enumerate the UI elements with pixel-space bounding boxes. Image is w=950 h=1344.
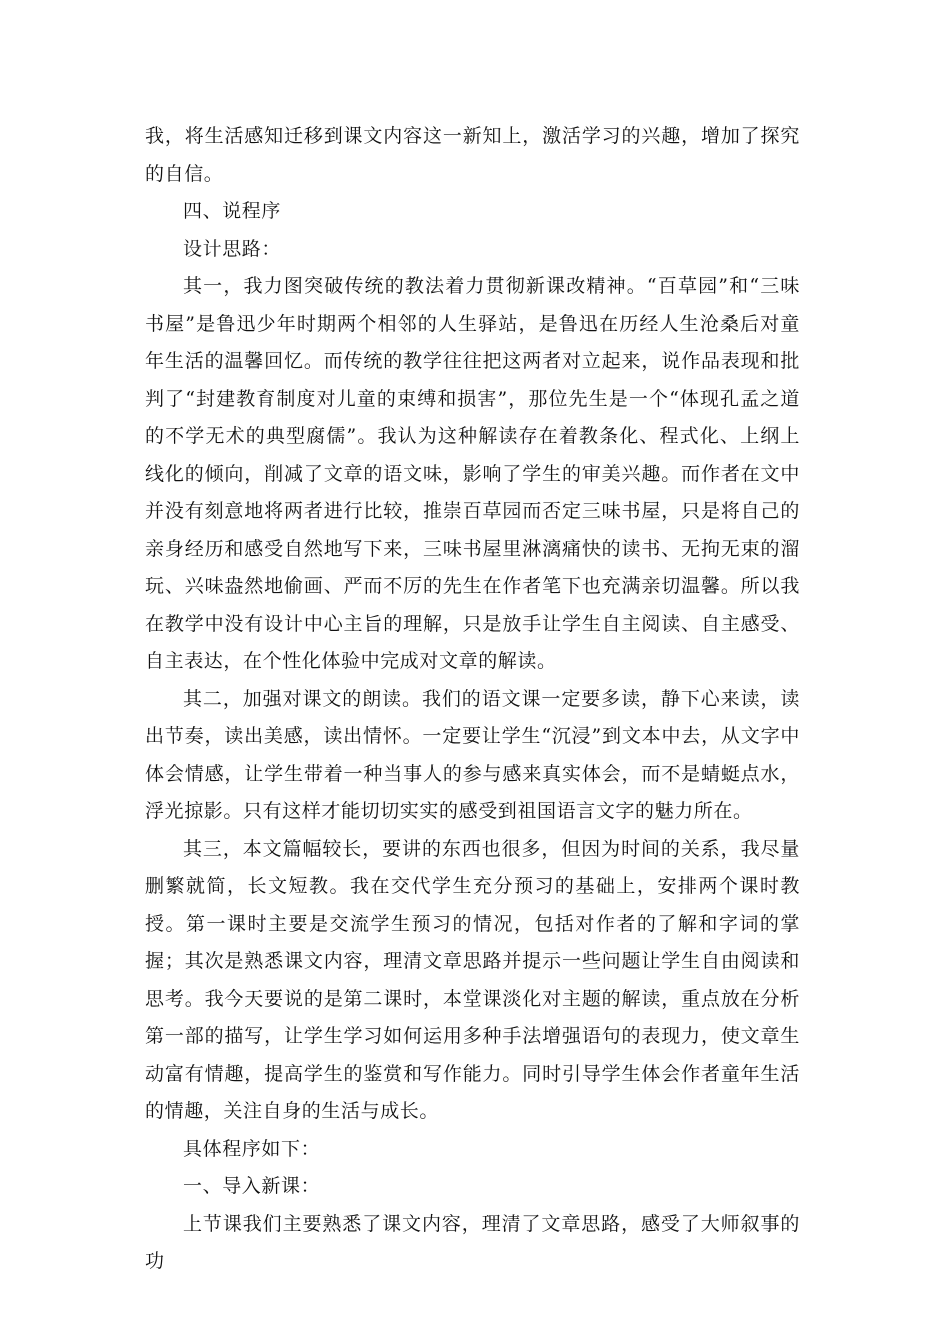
paragraph-continuation: 我，将生活感知迁移到课文内容这一新知上，激活学习的兴趣，增加了探究的自信。: [145, 125, 800, 185]
document-body: [145, 118, 800, 1281]
paragraph-second-point: 其二，加强对课文的朗读。我们的语文课一定要多读，静下心来读，读出节奏，读出美感，读出情怀。一定要让学生“沉浸”到文本中去，从文字中体会情感，让学生带着一种当事人的参与感来真实体会，而不是蜻蜓点水，浮光掠影。只有这样才能切切实实的感受到祖国语言文字的魅力所在。: [145, 687, 800, 822]
paragraph-third-point: 其三，本文篇幅较长，要讲的东西也很多，但因为时间的关系，我尽量删繁就简，长文短教。我在交代学生充分预习的基础上，安排两个课时教授。第一课时主要是交流学生预习的情况，包括对作者的了解和字词的掌握；其次是熟悉课文内容，理清文章思路并提示一些问题让学生自由阅读和思考。我今天要说的是第二课时，本堂课淡化对主题的解读，重点放在分析第一部的描写，让学生学习如何运用多种手法增强语句的表现力，使文章生动富有情趣，提高学生的鉴赏和写作能力。同时引导学生体会作者童年生活的情趣，关注自身的生活与成长。: [145, 837, 800, 1122]
paragraph-introduction: 上节课我们主要熟悉了课文内容，理清了文章思路，感受了大师叙事的功: [145, 1212, 800, 1272]
subheading-specific-procedure: 具体程序如下：: [183, 1137, 321, 1160]
subheading-introduce-lesson: 一、导入新课：: [183, 1175, 321, 1197]
section-heading-procedure: 四、说程序: [183, 200, 282, 222]
subheading-design-idea: 设计思路：: [183, 237, 282, 260]
paragraph-first-point: 其一，我力图突破传统的教法着力贯彻新课改精神。“百草园”和“三味书屋”是鲁迅少年时期两个相邻的人生驿站，是鲁迅在历经人生沧桑后对童年生活的温馨回忆。而传统的教学往往把这两者对立起来，说作品表现和批判了“封建教育制度对儿童的束缚和损害”，那位先生是一个“体现孔孟之道的不学无术的典型腐儒”。我认为这种解读存在着教条化、程式化、上纲上线化的倾向，削减了文章的语文味，影响了学生的审美兴趣。而作者在文中并没有刻意地将两者进行比较，推崇百草园而否定三味书屋，只是将自己的亲身经历和感受自然地写下来，三味书屋里淋漓痛快的读书、无拘无束的溜玩、兴味盎然地偷画、严而不厉的先生在作者笔下也充满亲切温馨。所以我在教学中没有设计中心主旨的理解，只是放手让学生自主阅读、自主感受、自主表达，在个性化体验中完成对文章的解读。: [145, 275, 800, 672]
